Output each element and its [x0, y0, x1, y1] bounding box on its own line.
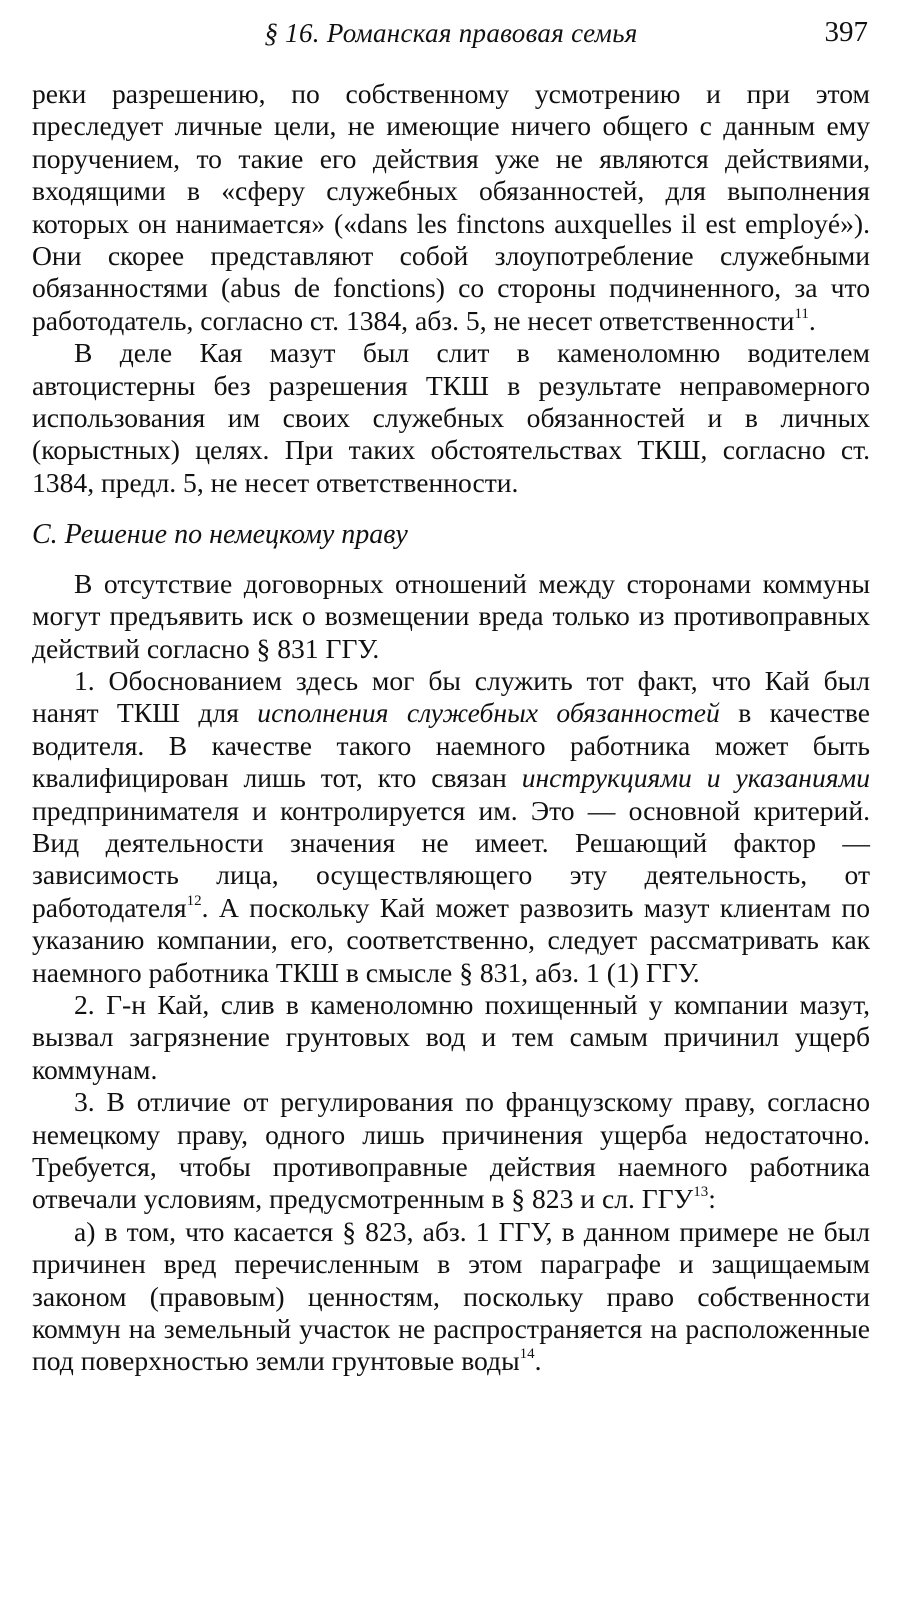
paragraph-point-2: 2. Г-н Кай, слив в каменоломню похищенный у компании мазут, вызвал загрязнение грунтовых вод и тем самым причинил ущерб коммунам.	[32, 988, 870, 1085]
paragraph-continuation	[32, 78, 870, 337]
paragraph-text: в качестве водителя. В качестве такого наемного работника может быть квалифицирован лишь тот, кто связан	[32, 697, 870, 794]
paragraph-text: предпринимателя и контролируется им. Это — основной критерий. Вид деятельности значения не имеет. Решающий фактор — зависимость лица, осуществляющего эту деятельность, от работодателя	[32, 794, 870, 923]
paragraph-point-3	[32, 1086, 870, 1216]
footnote-ref: 13	[693, 1184, 709, 1201]
paragraph-text: реки разрешению, по собственному усмотрению и при этом преследует личные цели, не имеющие ничего общего с данным ему поручением, то такие его действия уже не являются действиями, входящими в «сферу служебных обязанностей, для выполнения которых он нанимается» («dans les finctons auxquelles il est employé»). Они скорее представляют собой злоупотребление служебными обязанностями (abus de fonctions) со стороны подчиненного, за что работодатель, согласно ст. 1384, абз. 5, не несет ответственности	[32, 78, 870, 336]
page-body	[32, 78, 870, 1378]
paragraph-text: . А поскольку Кай может развозить мазут клиентам по указанию компании, его, соответственно, следует рассматривать как наемного работника ТКШ в смысле § 831, абз. 1 (1) ГГУ.	[32, 891, 870, 988]
section-heading: С. Решение по немецкому праву	[32, 519, 408, 551]
paragraph-point-3a	[32, 1216, 870, 1378]
emphasis-text: исполнения служебных обязанностей	[257, 697, 720, 729]
paragraph-case: В деле Кая мазут был слит в каменоломню водителем автоцистерны без разрешения ТКШ в результате неправомерного использования им своих служебных обязанностей и в личных (корыстных) целях. При таких обстоятельствах ТКШ, согласно ст. 1384, предл. 5, не несет ответственности.	[32, 337, 870, 498]
footnote-ref: 11	[794, 305, 809, 322]
paragraph-text: а) в том, что касается § 823, абз. 1 ГГУ, в данном примере не был причинен вред перечисленным в этом параграфе и защищаемым законом (правовым) ценностям, поскольку право собственности коммун на земельный участок не распространяется на расположенные под поверхностью земли грунтовые воды	[32, 1215, 870, 1377]
paragraph-tail: :	[708, 1183, 716, 1215]
footnote-ref: 12	[186, 892, 202, 909]
paragraph-point-1	[32, 665, 870, 989]
paragraph-tail: .	[808, 304, 816, 336]
paragraph-intro: В отсутствие договорных отношений между сторонами коммуны могут предъявить иск о возмещении вреда только из противоправных действий согласно § 831 ГГУ.	[32, 567, 870, 664]
paragraph-text: 1. Обоснованием здесь мог бы служить тот факт, что Кай был нанят ТКШ для	[32, 664, 870, 729]
page-number: 397	[824, 16, 868, 48]
paragraph-text: 3. В отличие от регулирования по французскому праву, согласно немецкому праву, одного лишь причинения ущерба недостаточно. Требуется, чтобы противоправные действия наемного работника отвечали условиям, предусмотренным в § 823 и сл. ГГУ	[32, 1086, 870, 1215]
footnote-ref: 14	[519, 1346, 535, 1363]
page-header	[32, 14, 870, 58]
emphasis-text: инструкциями и указаниями	[521, 762, 870, 794]
running-title: § 16. Романская правовая семья	[264, 18, 638, 48]
paragraph-tail: .	[534, 1345, 542, 1377]
